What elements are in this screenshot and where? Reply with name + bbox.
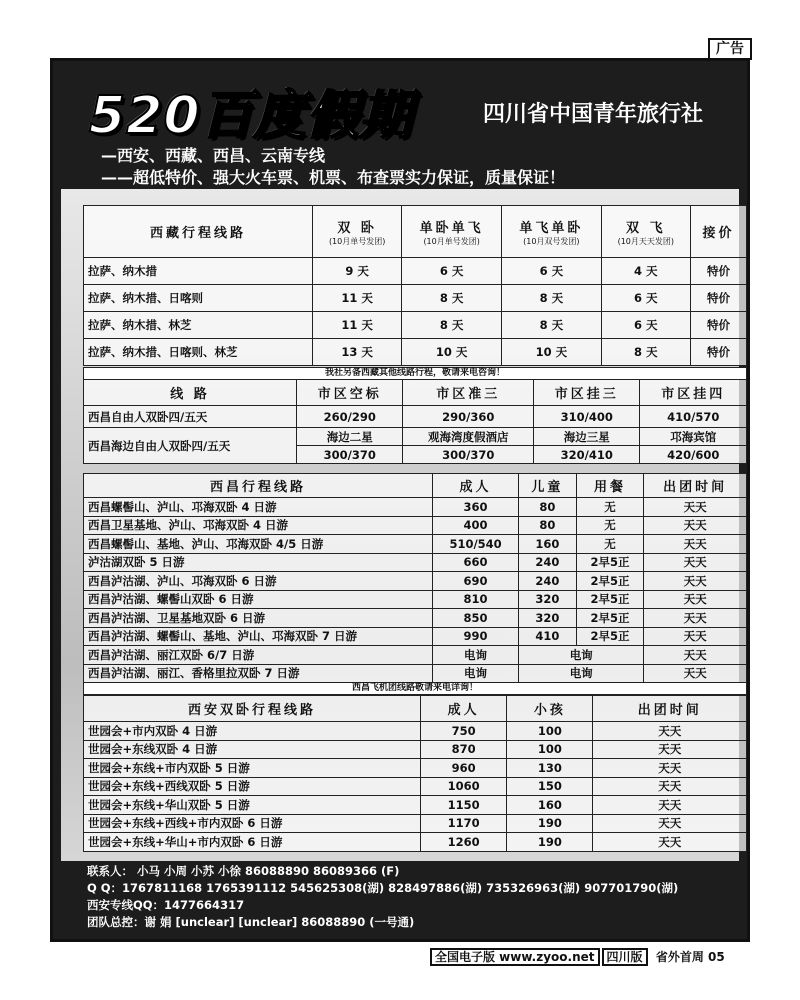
ad-tag: 广告 xyxy=(708,38,752,60)
route-value: 9 天 xyxy=(313,258,402,285)
table-row xyxy=(84,609,747,628)
region-label: 四川版 xyxy=(602,948,648,966)
route-value: 天天 xyxy=(644,498,747,517)
ad-header xyxy=(53,61,747,189)
route-name: 世园会+东线双卧 4 日游 xyxy=(84,740,421,759)
route-value: 电询 xyxy=(433,664,519,683)
free-price: 260/290 xyxy=(297,406,403,428)
route-name: 西昌螺髻山、基地、泸山、邛海双卧 4/5 日游 xyxy=(84,535,433,554)
table-row xyxy=(84,740,747,759)
header-schedule-note: (10月天天发团) xyxy=(617,236,675,246)
table-row xyxy=(84,516,747,535)
table-row xyxy=(84,796,747,815)
tibet-header-col xyxy=(601,206,690,258)
header-label: 双 飞 xyxy=(626,220,666,236)
route-value: 天天 xyxy=(593,722,747,741)
page-footer xyxy=(430,948,725,965)
free-header-col1: 市区空标 xyxy=(297,380,403,406)
table-row xyxy=(84,722,747,741)
edition-label: 全国电子版 www.zyoo.net xyxy=(430,948,600,966)
table-row xyxy=(84,312,747,339)
contact-xian-qq: 西安专线QQ：1477664317 xyxy=(87,898,245,912)
page-number: 省外首周 05 xyxy=(655,950,725,964)
tables-panel xyxy=(61,189,739,861)
route-value: 11 天 xyxy=(313,285,402,312)
route-value: 1150 xyxy=(421,796,507,815)
route-value: 6 天 xyxy=(601,312,690,339)
route-name: 西昌螺髻山、泸山、邛海双卧 4 日游 xyxy=(84,498,433,517)
route-value: 天天 xyxy=(644,590,747,609)
table-row xyxy=(84,627,747,646)
slogan-guarantee: ——超低特价、强大火车票、机票、布查票实力保证，质量保证！ xyxy=(101,168,566,187)
table-row xyxy=(84,833,747,852)
free-header-col4: 市区挂四 xyxy=(640,380,747,406)
route-value: 4 天 xyxy=(601,258,690,285)
xian-routes-table xyxy=(83,695,747,852)
route-value: 2早5正 xyxy=(576,572,644,591)
route-name: 西昌泸沽湖、螺髻山双卧 6 日游 xyxy=(84,590,433,609)
table-row xyxy=(84,535,747,554)
xian-header-col: 出团时间 xyxy=(593,696,747,722)
route-value: 天天 xyxy=(593,833,747,852)
free-price: 420/600 xyxy=(640,446,747,464)
hotel-name: 邛海宾馆 xyxy=(640,428,747,446)
route-value: 8 天 xyxy=(501,285,601,312)
free-header-route: 线 路 xyxy=(84,380,297,406)
contact-info xyxy=(87,863,737,931)
header-schedule-note: (10月双号发团) xyxy=(523,236,580,246)
route-value: 80 xyxy=(519,516,577,535)
route-value: 240 xyxy=(519,572,577,591)
header-label: 双 卧 xyxy=(337,220,377,236)
route-value: 690 xyxy=(433,572,519,591)
table-row xyxy=(84,339,747,366)
contact-team: 团队总控：谢 娟 [unclear] [unclear] 86088890 (一号通) xyxy=(87,915,415,929)
table-row xyxy=(84,814,747,833)
xichang-header-route: 西昌行程线路 xyxy=(84,474,433,498)
route-value: 320 xyxy=(519,609,577,628)
route-value: 8 天 xyxy=(501,312,601,339)
header-label: 单卧单飞 xyxy=(419,220,484,236)
header-label: 接价 xyxy=(702,226,735,241)
xian-header-col: 小孩 xyxy=(507,696,593,722)
table-row xyxy=(84,646,747,665)
xian-header-col: 成人 xyxy=(421,696,507,722)
route-value: 810 xyxy=(433,590,519,609)
tibet-note: 我社另备西藏其他线路行程，敬请来电咨询！ xyxy=(83,367,747,380)
route-value: 410 xyxy=(519,627,577,646)
route-value: 特价 xyxy=(690,312,746,339)
route-name: 拉萨、纳木措、日喀则、林芝 xyxy=(84,339,313,366)
table-row xyxy=(84,664,747,683)
route-value: 400 xyxy=(433,516,519,535)
route-value: 320 xyxy=(519,590,577,609)
route-value: 2早5正 xyxy=(576,590,644,609)
header-schedule-note: (10月单号发团) xyxy=(423,236,480,246)
free-price: 290/360 xyxy=(403,406,534,428)
table-row xyxy=(84,777,747,796)
route-name: 拉萨、纳木措、日喀则 xyxy=(84,285,313,312)
route-value: 160 xyxy=(519,535,577,554)
route-value: 天天 xyxy=(644,609,747,628)
tibet-header-route xyxy=(84,206,313,258)
route-name: 西昌泸沽湖、丽江双卧 6/7 日游 xyxy=(84,646,433,665)
route-value: 电询 xyxy=(519,646,644,665)
route-value: 天天 xyxy=(593,759,747,778)
route-value: 10 天 xyxy=(501,339,601,366)
route-name: 世园会+东线+华山双卧 5 日游 xyxy=(84,796,421,815)
route-value: 2早5正 xyxy=(576,609,644,628)
free-route-label: 西昌自由人双卧四/五天 xyxy=(84,406,297,428)
route-value: 天天 xyxy=(593,796,747,815)
route-value: 天天 xyxy=(644,646,747,665)
contact-qq: Q Q：1767811168 1765391112 545625308(湖) 828497886(湖) 735326963(湖) 907701790(湖) xyxy=(87,881,679,895)
free-header-col2: 市区准三 xyxy=(403,380,534,406)
table-row xyxy=(84,498,747,517)
ad-title: 520百度假期 xyxy=(89,86,413,146)
free-price: 410/570 xyxy=(640,406,747,428)
tibet-routes-table xyxy=(83,205,747,366)
route-name: 拉萨、纳木措、林芝 xyxy=(84,312,313,339)
route-value: 6 天 xyxy=(601,285,690,312)
route-value: 750 xyxy=(421,722,507,741)
route-value: 80 xyxy=(519,498,577,517)
route-value: 特价 xyxy=(690,339,746,366)
table-row xyxy=(84,553,747,572)
route-value: 无 xyxy=(576,516,644,535)
route-value: 850 xyxy=(433,609,519,628)
route-value: 无 xyxy=(576,535,644,554)
free-traveler-table xyxy=(83,379,747,464)
route-value: 2早5正 xyxy=(576,627,644,646)
route-value: 天天 xyxy=(644,572,747,591)
xichang-header-col: 出团时间 xyxy=(644,474,747,498)
route-value: 8 天 xyxy=(402,312,502,339)
route-name: 西昌卫星基地、泸山、邛海双卧 4 日游 xyxy=(84,516,433,535)
xichang-header-col: 成人 xyxy=(433,474,519,498)
table-row xyxy=(84,258,747,285)
route-value: 天天 xyxy=(644,553,747,572)
route-value: 特价 xyxy=(690,285,746,312)
xichang-note: 西昌飞机团线路敬请来电详询！ xyxy=(83,682,747,695)
tibet-header-col xyxy=(313,206,402,258)
hotel-name: 海边二星 xyxy=(297,428,403,446)
route-value: 100 xyxy=(507,740,593,759)
tibet-header-col xyxy=(690,206,746,258)
free-price: 310/400 xyxy=(534,406,640,428)
tibet-header-col xyxy=(501,206,601,258)
route-value: 天天 xyxy=(644,627,747,646)
route-value: 1060 xyxy=(421,777,507,796)
route-name: 世园会+东线+西线+市内双卧 6 日游 xyxy=(84,814,421,833)
route-value: 11 天 xyxy=(313,312,402,339)
route-name: 世园会+市内双卧 4 日游 xyxy=(84,722,421,741)
route-name: 西昌泸沽湖、螺髻山、基地、泸山、邛海双卧 7 日游 xyxy=(84,627,433,646)
route-name: 拉萨、纳木措 xyxy=(84,258,313,285)
route-value: 130 xyxy=(507,759,593,778)
route-value: 190 xyxy=(507,833,593,852)
xichang-routes-table xyxy=(83,473,747,683)
route-value: 990 xyxy=(433,627,519,646)
route-value: 特价 xyxy=(690,258,746,285)
route-name: 泸沽湖双卧 5 日游 xyxy=(84,553,433,572)
route-value: 960 xyxy=(421,759,507,778)
route-value: 8 天 xyxy=(601,339,690,366)
xichang-header-col: 用餐 xyxy=(576,474,644,498)
route-value: 6 天 xyxy=(402,258,502,285)
hotel-name: 观海湾度假酒店 xyxy=(403,428,534,446)
header-schedule-note: (10月单号发团) xyxy=(328,236,386,246)
header-label: 西藏行程线路 xyxy=(149,226,246,241)
free-price: 300/370 xyxy=(403,446,534,464)
xichang-header-col: 儿童 xyxy=(519,474,577,498)
route-value: 13 天 xyxy=(313,339,402,366)
route-value: 天天 xyxy=(593,777,747,796)
route-value: 660 xyxy=(433,553,519,572)
route-value: 天天 xyxy=(593,814,747,833)
route-value: 8 天 xyxy=(402,285,502,312)
route-value: 1260 xyxy=(421,833,507,852)
route-value: 无 xyxy=(576,498,644,517)
route-value: 360 xyxy=(433,498,519,517)
route-value: 1170 xyxy=(421,814,507,833)
table-row xyxy=(84,590,747,609)
slogan-routes: —西安、西藏、西昌、云南专线 xyxy=(101,146,326,165)
table-row xyxy=(84,572,747,591)
route-value: 870 xyxy=(421,740,507,759)
route-value: 100 xyxy=(507,722,593,741)
route-value: 150 xyxy=(507,777,593,796)
route-value: 240 xyxy=(519,553,577,572)
free-header-col3: 市区挂三 xyxy=(534,380,640,406)
company-name: 四川省中国青年旅行社 xyxy=(483,102,704,127)
contact-persons: 联系人： 小马 小周 小苏 小徐 86088890 86089366 (F) xyxy=(87,864,400,878)
route-value: 天天 xyxy=(644,516,747,535)
free-seaside-route-label: 西昌海边自由人双卧四/五天 xyxy=(84,428,297,464)
free-price: 320/410 xyxy=(534,446,640,464)
route-value: 510/540 xyxy=(433,535,519,554)
advertisement xyxy=(50,58,750,942)
route-name: 西昌泸沽湖、泸山、邛海双卧 6 日游 xyxy=(84,572,433,591)
route-name: 世园会+东线+华山+市内双卧 6 日游 xyxy=(84,833,421,852)
table-row xyxy=(84,285,747,312)
route-value: 天天 xyxy=(593,740,747,759)
route-value: 160 xyxy=(507,796,593,815)
route-name: 世园会+东线+市内双卧 5 日游 xyxy=(84,759,421,778)
tibet-header-col xyxy=(402,206,502,258)
route-name: 西昌泸沽湖、丽江、香格里拉双卧 7 日游 xyxy=(84,664,433,683)
route-value: 电询 xyxy=(433,646,519,665)
free-price: 300/370 xyxy=(297,446,403,464)
route-name: 西昌泸沽湖、卫星基地双卧 6 日游 xyxy=(84,609,433,628)
xian-header-route: 西安双卧行程线路 xyxy=(84,696,421,722)
route-value: 10 天 xyxy=(402,339,502,366)
table-row xyxy=(84,759,747,778)
hotel-name: 海边三星 xyxy=(534,428,640,446)
header-label: 单飞单卧 xyxy=(519,220,584,236)
route-value: 天天 xyxy=(644,664,747,683)
route-value: 2早5正 xyxy=(576,553,644,572)
route-value: 6 天 xyxy=(501,258,601,285)
route-value: 天天 xyxy=(644,535,747,554)
route-value: 电询 xyxy=(519,664,644,683)
route-name: 世园会+东线+西线双卧 5 日游 xyxy=(84,777,421,796)
route-value: 190 xyxy=(507,814,593,833)
